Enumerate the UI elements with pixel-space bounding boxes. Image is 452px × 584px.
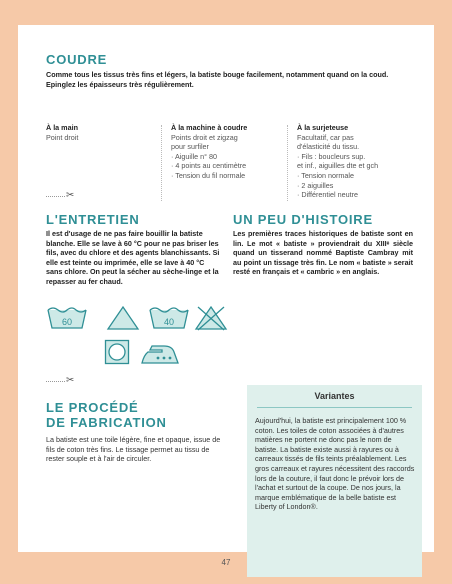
column-divider: [161, 125, 162, 201]
page-number: 47: [221, 558, 231, 567]
variantes-text: Aujourd'hui, la batiste est principalement 100 % coton. Les toiles de coton associées à d'autres matières ne portent ne donc pas le nom de batiste. La batiste existe aussi à rayures ou à carreaux tissés de fils teints préalablement. Les gros carreaux et rayures nécessitent des raccords lors de la couture, il faut donc le prévoir lors de l'achat et surtout de la coupe. De nos jours, la marque emblématique de la belle batiste est Liberty of London®.: [255, 416, 415, 512]
coudre-col-surjeteuse: [297, 123, 422, 200]
col-line: pour surfiler: [171, 142, 209, 152]
cut-line: [46, 381, 65, 382]
coudre-col-main: [46, 123, 156, 142]
col-heading: À la main: [46, 123, 78, 132]
wash-40-label: 40: [163, 317, 175, 327]
variantes-title: Variantes: [314, 391, 355, 401]
col-line: et inf., aiguilles dte et gch: [297, 161, 379, 171]
column-divider: [287, 125, 288, 201]
col-line: d'élasticité du tissu.: [297, 142, 360, 152]
col-line: · Fils : boucleurs sup.: [297, 151, 366, 161]
coudre-col-machine: [171, 123, 281, 181]
col-heading: À la machine à coudre: [171, 123, 248, 132]
bleach-triangle-icon: [106, 305, 140, 331]
wash-60-label: 60: [61, 317, 73, 327]
fabrication-title-line1: LE PROCÉDÉ: [46, 400, 139, 415]
col-line: · Tension normale: [297, 170, 354, 180]
entretien-text: Il est d'usage de ne pas faire bouillir la batiste blanche. Elle se lave à 60 °C pour ne pas briser les fils, avec du chlore et des agents blanchissants. Si elle est teinte ou imprimée, elle se lave à 40 °C sans chlore. On peut la sécher au sèche-linge et la repasser au fer chaud.: [46, 229, 220, 286]
col-line: Point droit: [46, 132, 79, 142]
fabrication-title-line2: DE FABRICATION: [46, 415, 167, 430]
wash-40-icon: [148, 305, 190, 331]
col-line: · 4 points au centimètre: [171, 161, 247, 171]
col-line: Points droit et zigzag: [171, 132, 238, 142]
fabrication-text: La batiste est une toile légère, fine et opaque, issue de fils de coton très fins. Le tissage permet au tissu de rester souple et à l'air de circuler.: [46, 435, 221, 464]
scissors-icon: ✂: [66, 375, 75, 386]
tumble-dry-icon: [104, 339, 130, 365]
histoire-title: UN PEU D'HISTOIRE: [233, 212, 373, 227]
variantes-box: [247, 385, 422, 577]
col-line: · Aiguille n° 80: [171, 151, 218, 161]
variantes-rule: [257, 407, 412, 408]
col-line: Facultatif, car pas: [297, 132, 354, 142]
entretien-title: L'ENTRETIEN: [46, 212, 140, 227]
page: [18, 25, 434, 552]
col-heading: À la surjeteuse: [297, 123, 349, 132]
wash-60-icon: [46, 305, 88, 331]
col-line: · Tension du fil normale: [171, 170, 246, 180]
iron-icon: [140, 343, 180, 365]
coudre-intro: Comme tous les tissus très fins et légers, la batiste bouge facilement, notamment quand on la coud. Epinglez les épaisseurs très régulièrement.: [46, 70, 389, 89]
scissors-icon: ✂: [66, 190, 75, 201]
cut-line: [46, 196, 65, 197]
coudre-title: COUDRE: [46, 52, 108, 67]
no-bleach-icon: [194, 305, 228, 331]
col-line: · 2 aiguilles: [297, 180, 334, 190]
col-line: · Différentiel neutre: [297, 190, 358, 200]
histoire-text: Les premières traces historiques de batiste sont en lin. Le mot « batiste » proviendrait du XIIIᵉ siècle quand un tisserand nommé Baptiste Cambray mit au point un tissage très fin. Le nom « batiste » serait resté en français et « cambric » en anglais.: [233, 229, 413, 277]
